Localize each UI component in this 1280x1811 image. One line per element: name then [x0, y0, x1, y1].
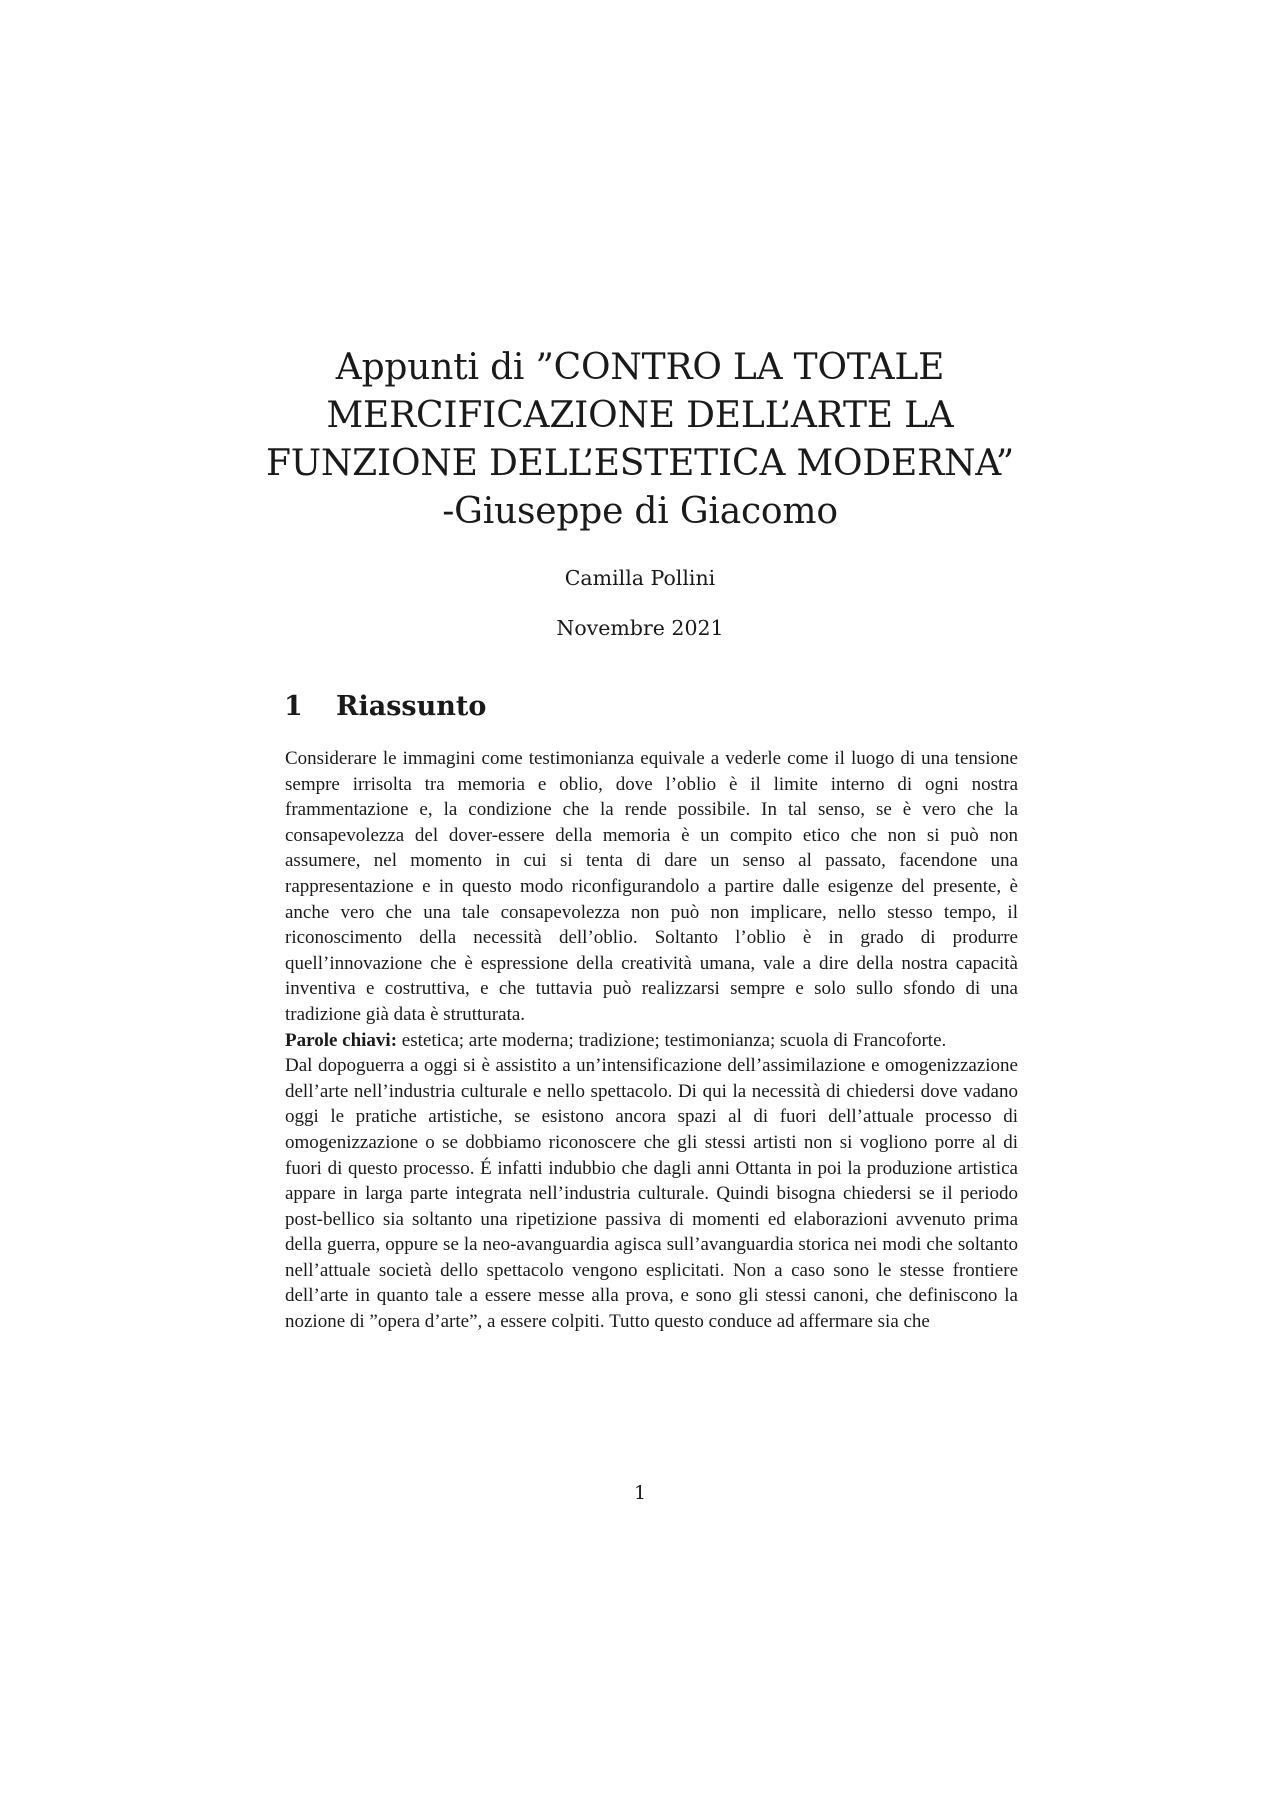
title-line-4: -Giuseppe di Giacomo [442, 491, 838, 532]
keywords-label: Parole chiavi: [285, 1029, 398, 1051]
section-title: Riassunto [336, 691, 487, 722]
paper-title [240, 344, 1040, 536]
title-line-1: Appunti di ”CONTRO LA TOTALE [335, 347, 945, 388]
section-heading [284, 690, 1004, 724]
abstract-paragraph: Considerare le immagini come testimonianza equivale a vederle come il luogo di una tensione sempre irrisolta tra memoria e oblio, dove l’oblio è il limite interno di ogni nostra frammentazione e, la condizione che la rende possibile. In tal senso, se è vero che la consapevolezza del dover-essere della memoria è un compito etico che non si può non assumere, nel momento in cui si tenta di dare un senso al passato, facendone una rappresentazione e in questo modo riconfigurandolo a partire dalle esigenze del presente, è anche vero che una tale consapevolezza non può non implicare, nello stesso tempo, il riconoscimento della necessità dell’oblio. Soltanto l’oblio è in grado di produrre quell’innovazione che è espressione della creatività umana, vale a dire della nostra capacità inventiva e costruttiva, e che tuttavia può realizzarsi sempre e solo sullo sfondo di una tradizione già data è strutturata. [285, 748, 1018, 1025]
section-number: 1 [284, 691, 303, 722]
publication-date: Novembre 2021 [556, 616, 724, 640]
body-paragraph: Dal dopoguerra a oggi si è assistito a un’intensificazione dell’assimilazione e omogenizzazione dell’arte nell’industria culturale e nello spettacolo. Di qui la necessità di chiedersi dove vadano oggi le pratiche artistiche, se esistono ancora spazi al di fuori dell’attuale processo di omogenizzazione o se dobbiamo riconoscere che gli stessi artisti non si vogliono porre al di fuori di questo processo. É infatti indubbio che dagli anni Ottanta in poi la produzione artistica appare in larga parte integrata nell’industria culturale. Quindi bisogna chiedersi se il periodo post-bellico sia soltanto una ripetizione passiva di momenti ed elaborazioni avvenuto prima della guerra, oppure se la neo-avanguardia agisca sull’avanguardia storica nei modi che soltanto nell’attuale società dello spettacolo vengono esplicitati. Non a caso sono le stesse frontiere dell’arte in quanto tale a essere messe alla prova, e sono gli stessi canoni, che definiscono la nozione di ”opera d’arte”, a essere colpiti. Tutto questo conduce ad affermare sia che [285, 1055, 1018, 1333]
keywords-text: estetica; arte moderna; tradizione; testimonianza; scuola di Francoforte. [397, 1029, 947, 1051]
page-number: 1 [633, 1482, 647, 1504]
title-line-2: MERCIFICAZIONE DELL’ARTE LA [326, 395, 954, 436]
title-line-3: FUNZIONE DELL’ESTETICA MODERNA” [265, 443, 1015, 484]
title-block [240, 344, 1040, 642]
author-name: Camilla Pollini [564, 566, 716, 590]
body-text [285, 746, 1018, 1335]
keywords-paragraph [285, 1028, 1018, 1054]
